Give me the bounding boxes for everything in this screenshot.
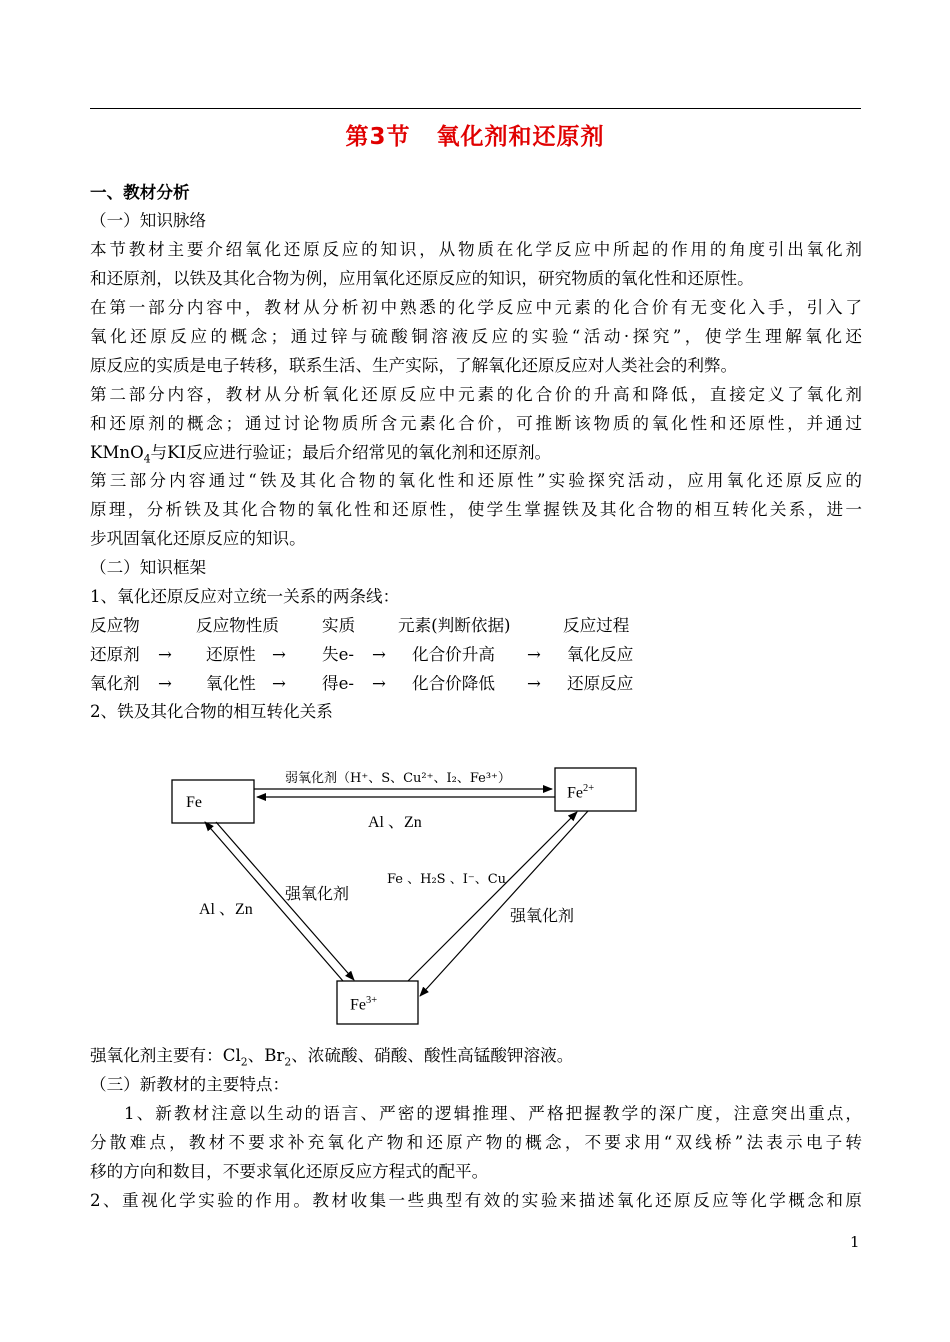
subsection-heading: （一）知识脉络	[90, 211, 207, 230]
table-cell: 化合价升高	[412, 645, 495, 664]
table-cell: 失e-	[322, 645, 355, 664]
table-header: 反应物	[90, 616, 140, 635]
fe-label: Fe	[186, 794, 202, 811]
paragraph-line: 移的方向和数目，不要求氧化还原反应方程式的配平。	[90, 1162, 489, 1181]
page-number: 1	[850, 1233, 860, 1251]
paragraph-line: 氧化还原反应的概念；通过锌与硫酸铜溶液反应的实验“活动·探究”，使学生理解氧化还	[90, 327, 862, 346]
paragraph-line: 步巩固氧化还原反应的知识。	[90, 529, 306, 548]
table-cell: 氧化剂	[90, 674, 140, 693]
strong-oxidants-line: 强氧化剂主要有：$Cl_2$、$Br_2$、浓硫酸、硝酸、酸性高锰酸钾溶液。	[90, 1046, 574, 1069]
strong-oxidant-left-label: 强氧化剂	[285, 884, 350, 903]
reducer-label-top: Al 、Zn	[368, 814, 422, 831]
paragraph-line: 1、新教材注意以生动的语言、严密的逻辑推理、严格把握教学的深广度，注意突出重点，	[124, 1104, 862, 1123]
table-cell: 化合价降低	[412, 674, 495, 693]
table-header: 反应过程	[563, 616, 630, 635]
paragraph-line: 和还原剂的概念；通过讨论物质所含元素化合价，可推断该物质的氧化性和还原性，并通过	[90, 414, 862, 433]
arrow: →	[272, 674, 286, 693]
paragraph-line: 2、重视化学实验的作用。教材收集一些典型有效的实验来描述氧化还原反应等化学概念和原	[90, 1191, 862, 1210]
paragraph-line: KMnO$_4$与KI反应进行验证；最后介绍常见的氧化剂和还原剂。	[90, 443, 552, 466]
table-cell: 氧化性	[206, 674, 256, 693]
section-heading: 一、教材分析	[90, 183, 190, 202]
table-cell: 还原性	[206, 645, 256, 664]
paragraph-line: 分散难点，教材不要求补充氧化产物和还原产物的概念，不要求用“双线桥”法表示电子转	[90, 1133, 862, 1152]
paragraph-line: 第三部分内容通过“铁及其化合物的氧化性和还原性”实验探究活动，应用氧化还原反应的	[90, 471, 862, 490]
paragraph-line: 原理，分析铁及其化合物的氧化性和还原性，使学生掌握铁及其化合物的相互转化关系，进一	[90, 500, 862, 519]
paragraph-line: 第二部分内容，教材从分析氧化还原反应中元素的化合价的升高和降低，直接定义了氧化剂	[90, 385, 862, 404]
fe-box	[172, 780, 254, 823]
reducer-label-left: Al 、Zn	[199, 901, 253, 918]
arrow: →	[372, 674, 386, 693]
paragraph-line: 和还原剂，以铁及其化合物为例，应用氧化还原反应的知识，研究物质的氧化性和还原性。	[90, 269, 754, 288]
fe3-label: $Fe^{3+}$	[350, 995, 378, 1014]
arrow: →	[527, 674, 541, 693]
paragraph-line: 在第一部分内容中，教材从分析初中熟悉的化学反应中元素的化合价有无变化入手，引入了	[90, 298, 862, 317]
reducers-label: Fe 、H₂S 、I⁻、Cu	[387, 872, 507, 887]
table-cell: 氧化反应	[567, 645, 634, 664]
arrow: →	[527, 645, 541, 664]
subsection-heading: （二）知识框架	[90, 558, 207, 577]
strong-oxidant-right-label: 强氧化剂	[510, 906, 575, 925]
paragraph-line: 本节教材主要介绍氧化还原反应的知识，从物质在化学反应中所起的作用的角度引出氧化剂	[90, 240, 862, 259]
arrow-fe3-to-fe2	[408, 812, 577, 981]
arrow: →	[372, 645, 386, 664]
weak-oxidant-label: 弱氧化剂（H⁺、S、Cu²⁺、I₂、Fe³⁺）	[285, 771, 511, 786]
list-item: 1、氧化还原反应对立统一关系的两条线：	[90, 587, 400, 606]
table-cell: 还原剂	[90, 645, 140, 664]
arrow: →	[158, 645, 172, 664]
subsection-heading: （三）新教材的主要特点：	[90, 1075, 290, 1094]
table-header: 元素(判断依据)	[398, 616, 511, 635]
paragraph-line: 原反应的实质是电子转移，联系生活、生产实际，了解氧化还原反应对人类社会的利弊。	[90, 356, 738, 375]
arrow: →	[272, 645, 286, 664]
list-item: 2、铁及其化合物的相互转化关系	[90, 702, 333, 721]
table-cell: 得e-	[322, 674, 355, 693]
arrow: →	[158, 674, 172, 693]
table-cell: 还原反应	[567, 674, 634, 693]
fe2-label: $Fe^{2+}$	[567, 783, 595, 802]
page-title: 第3节 氧化剂和还原剂	[345, 124, 605, 150]
table-header: 反应物性质	[196, 616, 279, 635]
table-header: 实质	[322, 616, 356, 635]
